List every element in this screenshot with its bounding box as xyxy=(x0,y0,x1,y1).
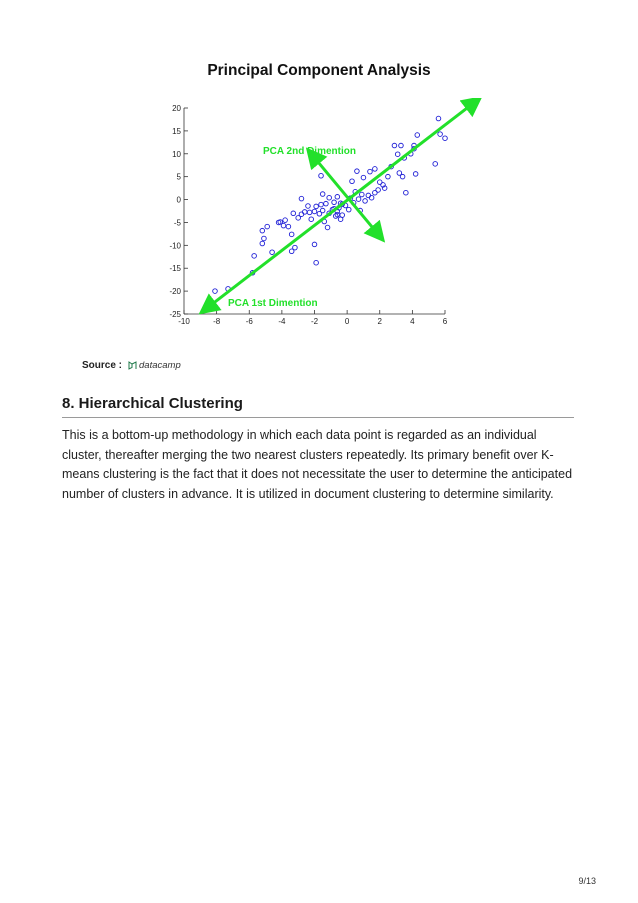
data-point xyxy=(399,143,404,148)
data-point xyxy=(356,197,361,202)
data-point xyxy=(312,209,317,214)
data-point xyxy=(415,133,420,138)
data-point xyxy=(400,174,405,179)
data-point xyxy=(283,218,288,223)
data-point xyxy=(436,116,441,121)
x-tick-label: 4 xyxy=(410,317,415,326)
data-point xyxy=(332,200,337,205)
pca-1st-dimension-arrow xyxy=(205,101,476,309)
y-tick-label: -25 xyxy=(169,310,181,319)
y-tick-label: -15 xyxy=(169,264,181,274)
page-number: 9/13 xyxy=(578,876,596,886)
data-point xyxy=(360,192,365,197)
data-point xyxy=(368,169,373,174)
data-point xyxy=(302,210,307,215)
data-point xyxy=(289,249,294,254)
data-point xyxy=(335,195,340,200)
data-point xyxy=(324,201,329,206)
data-point xyxy=(213,289,218,294)
data-point xyxy=(289,232,294,237)
data-point xyxy=(319,202,324,207)
data-point xyxy=(376,188,381,193)
data-point xyxy=(369,195,374,200)
data-point xyxy=(404,190,409,195)
data-point xyxy=(291,211,296,216)
y-tick-label: -20 xyxy=(169,287,181,297)
pca-1st-dimension-label: PCA 1st Dimention xyxy=(228,298,318,309)
pca-scatter-plot xyxy=(150,98,495,330)
data-point xyxy=(438,132,443,137)
section-paragraph: This is a bottom-up methodology in which each data point is regarded as an individual cluster, thereafter merging the two nearest clusters repeatedly. Its primary benefit over K-means clustering is the fact that it does not necessitate the user to determine the anticipated number of clusters in advance. It is utilized in document clustering to determine similarity. xyxy=(62,428,573,501)
data-point xyxy=(443,136,448,141)
y-tick-label: -5 xyxy=(173,218,181,228)
data-point xyxy=(286,224,291,229)
datacamp-logo xyxy=(128,360,181,371)
x-tick-label: -10 xyxy=(178,317,190,326)
figure-title: Principal Component Analysis xyxy=(207,62,431,79)
data-point xyxy=(299,212,304,217)
data-point xyxy=(314,260,319,265)
data-point xyxy=(433,162,438,167)
y-tick-label: 15 xyxy=(172,126,181,136)
source-label: Source : xyxy=(82,360,123,371)
source-credit xyxy=(82,360,181,371)
data-point xyxy=(395,152,400,157)
x-tick-label: -4 xyxy=(278,317,286,326)
y-tick-label: 5 xyxy=(176,172,181,182)
data-point xyxy=(373,167,378,172)
data-point xyxy=(312,242,317,247)
datacamp-logo-text: datacamp xyxy=(139,360,181,371)
data-point xyxy=(314,204,319,209)
data-point xyxy=(260,241,265,246)
data-point xyxy=(306,204,311,209)
data-point xyxy=(361,175,366,180)
data-point xyxy=(386,174,391,179)
section-divider xyxy=(62,417,574,418)
data-point xyxy=(350,179,355,184)
x-tick-label: 2 xyxy=(377,317,382,326)
data-point xyxy=(340,213,345,218)
data-point xyxy=(346,207,351,212)
x-tick-label: 6 xyxy=(442,317,448,326)
data-point xyxy=(366,193,371,198)
data-point xyxy=(327,195,332,200)
data-point xyxy=(252,254,257,259)
data-point xyxy=(325,225,330,230)
x-tick-label: -2 xyxy=(310,317,319,326)
pca-2nd-dimension-label: PCA 2nd Dimention xyxy=(263,146,356,157)
section-heading: 8. Hierarchical Clustering xyxy=(62,395,243,412)
data-point xyxy=(299,196,304,201)
data-point xyxy=(363,199,368,204)
datacamp-logo-icon xyxy=(128,361,137,371)
x-tick-label: 0 xyxy=(344,317,350,326)
y-tick-label: 20 xyxy=(172,104,181,113)
x-tick-label: -6 xyxy=(245,317,253,326)
data-point xyxy=(265,224,270,229)
data-point xyxy=(270,250,275,255)
y-tick-label: -10 xyxy=(169,241,181,251)
data-point xyxy=(260,228,265,233)
data-point xyxy=(320,208,325,213)
data-point xyxy=(355,169,360,174)
x-tick-label: -8 xyxy=(213,317,221,326)
data-point xyxy=(309,217,314,222)
data-point xyxy=(320,192,325,197)
data-point xyxy=(392,143,397,148)
data-point xyxy=(413,172,418,177)
y-tick-label: 0 xyxy=(176,195,181,205)
pca-2nd-dimension-arrow xyxy=(311,154,380,236)
data-point xyxy=(319,173,324,178)
data-point xyxy=(307,210,312,215)
data-point xyxy=(262,236,267,241)
y-tick-label: 10 xyxy=(172,149,181,159)
